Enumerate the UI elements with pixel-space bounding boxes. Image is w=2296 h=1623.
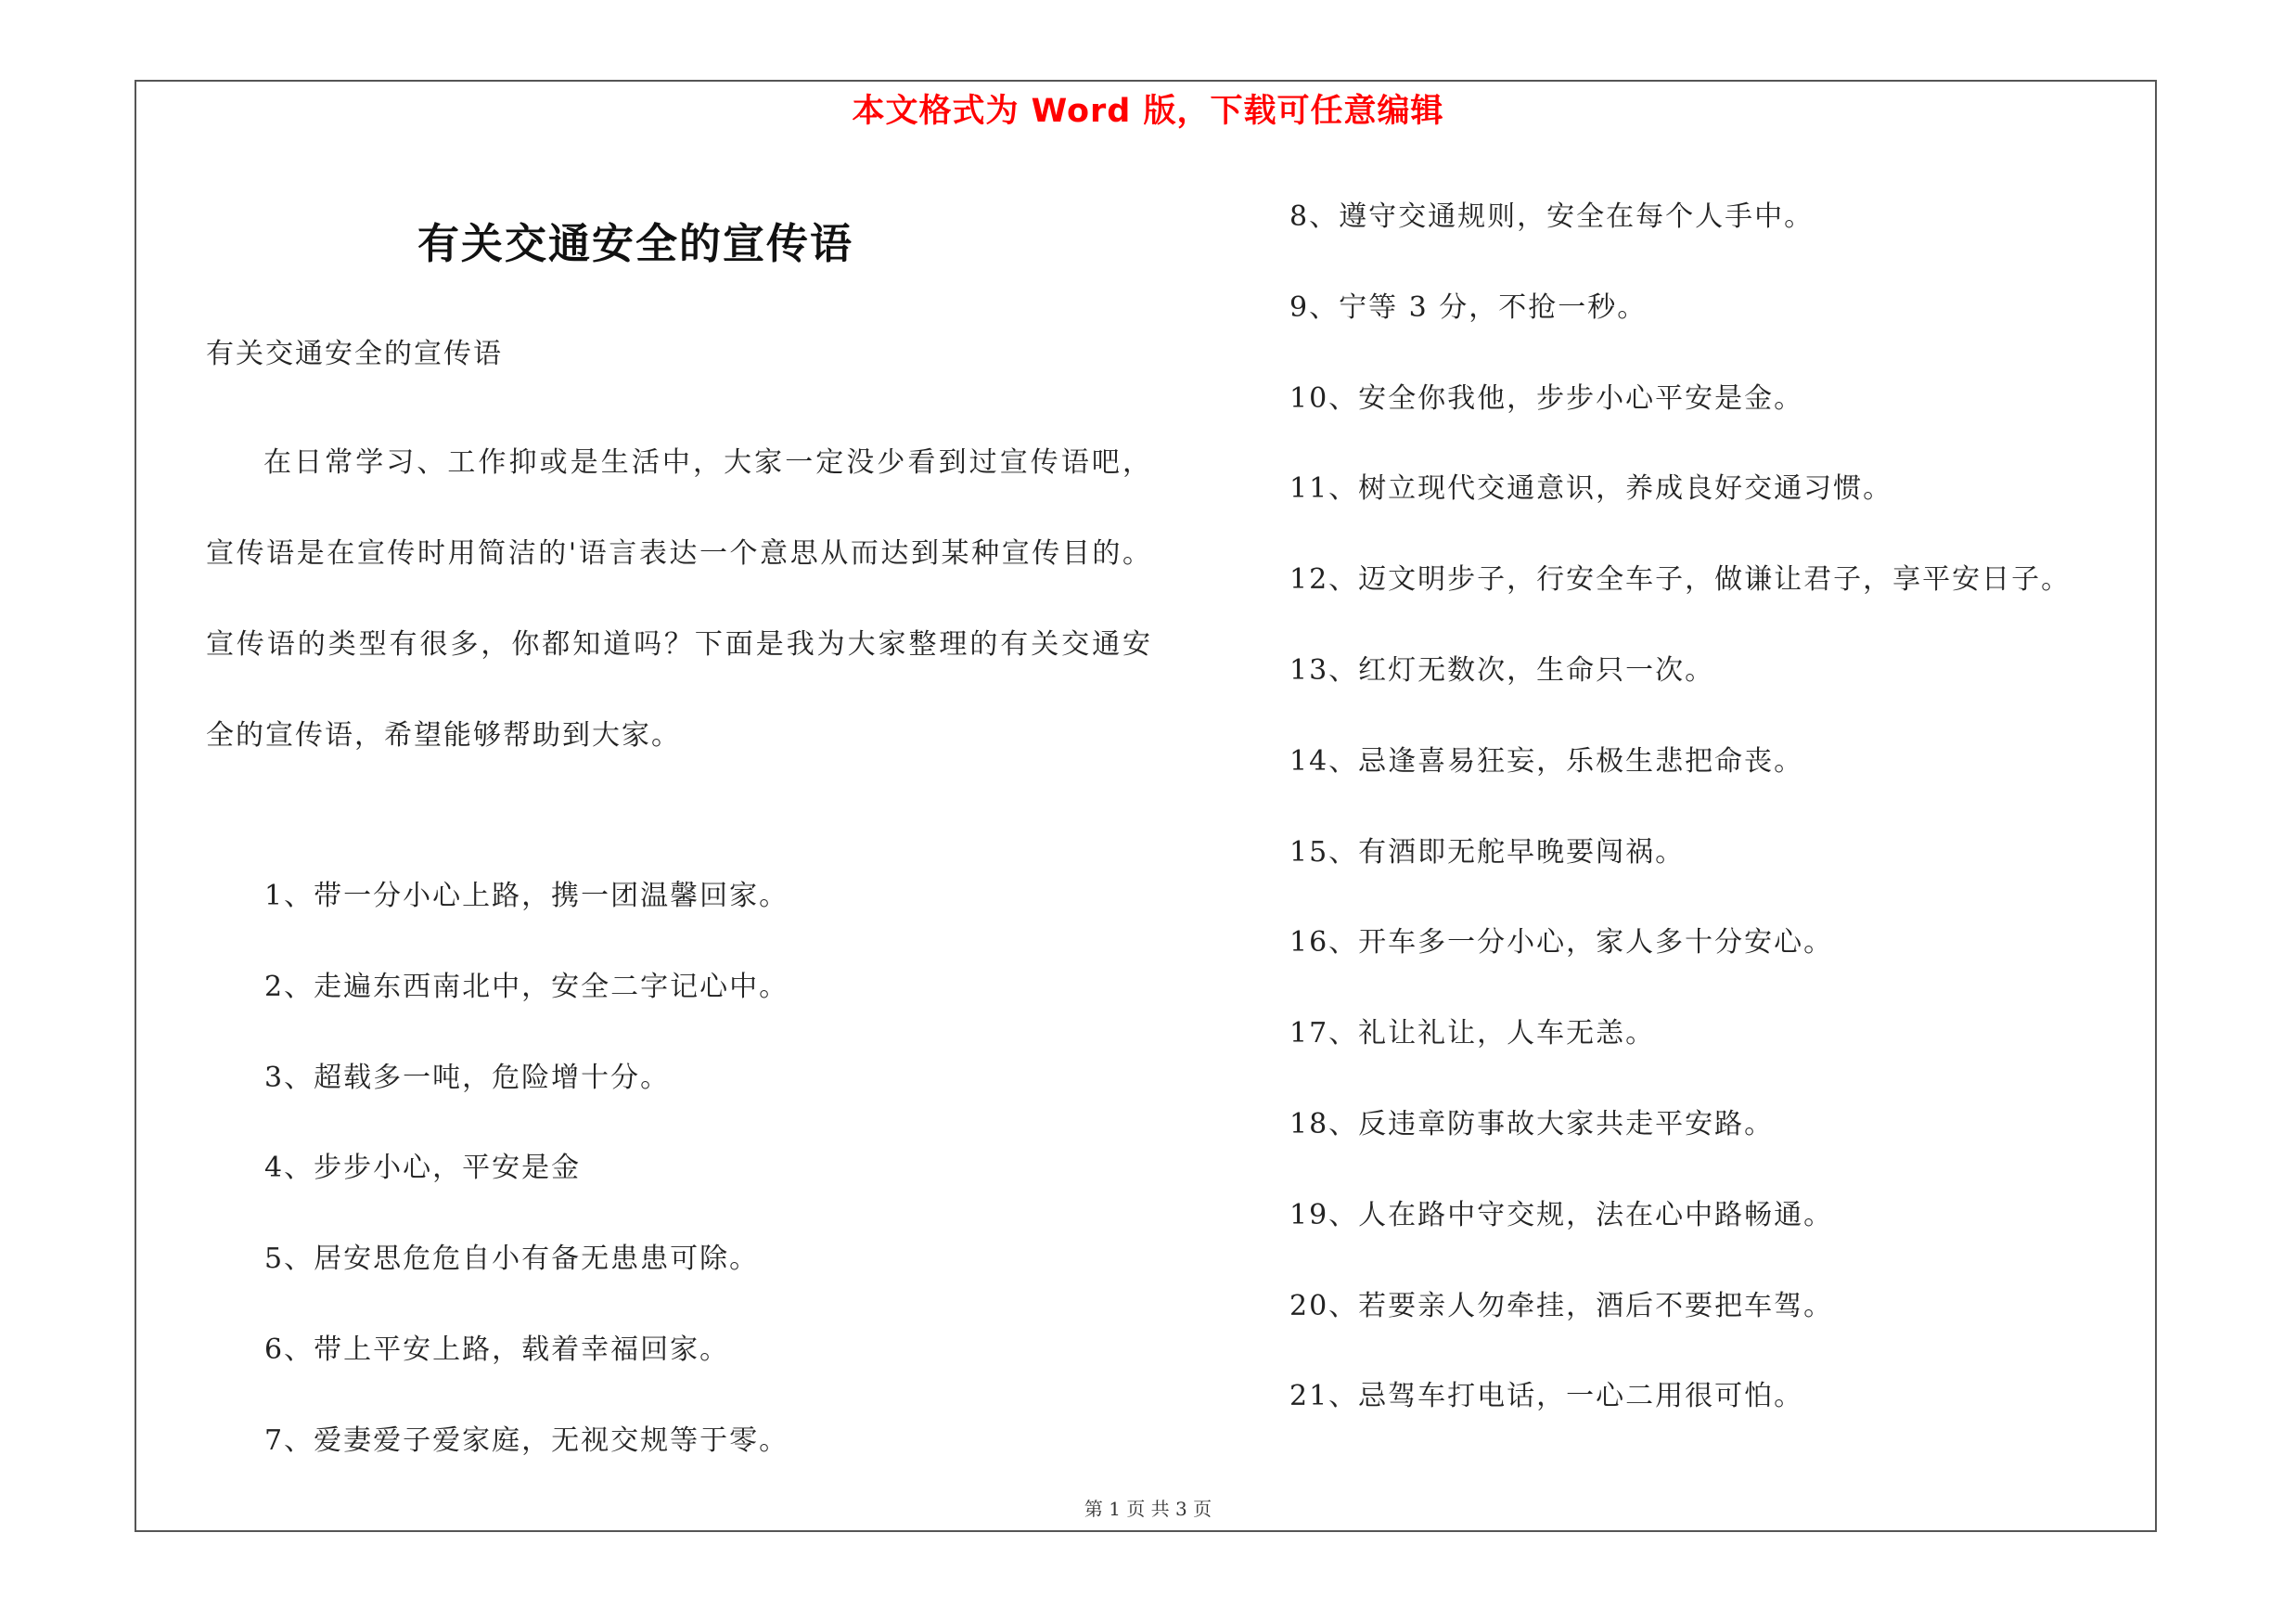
slogan-item: 1、带一分小心上路，携一团温馨回家。: [264, 880, 789, 912]
slogan-item: 17、礼让礼让，人车无恙。: [1289, 1017, 1656, 1050]
slogan-item: 7、爱妻爱子爱家庭，无视交规等于零。: [264, 1424, 789, 1457]
slogan-item: 6、带上平安上路，载着幸福回家。: [264, 1333, 730, 1366]
subtitle: 有关交通安全的宣传语: [206, 338, 503, 370]
slogan-item: 12、迈文明步子，行安全车子，做谦让君子，享平安日子。: [1289, 563, 2072, 596]
slogan-item: 14、忌逢喜易狂妄，乐极生悲把命丧。: [1289, 745, 1804, 778]
slogan-item: 9、宁等 3 分，不抢一秒。: [1289, 291, 1648, 324]
intro-paragraph: 在日常学习、工作抑或是生活中，大家一定没少看到过宣传语吧，宣传语是在宣传时用简洁的'语言表达一个意思从而达到某种宣传目的。宣传语的类型有很多，你都知道吗？下面是我为大家整理的有关交通安全的宣传语，希望能够帮助到大家。: [206, 446, 1152, 752]
slogan-item: 10、安全你我他，步步小心平安是金。: [1289, 382, 1804, 415]
document-title: 有关交通安全的宣传语: [417, 219, 854, 268]
slogan-item: 21、忌驾车打电话，一心二用很可怕。: [1289, 1380, 1804, 1412]
slogan-item: 11、树立现代交通意识，养成良好交通习惯。: [1289, 472, 1893, 505]
slogan-item: 15、有酒即无舵早晚要闯祸。: [1289, 836, 1686, 869]
page-number-footer: 第 1 页 共 3 页: [1084, 1498, 1212, 1520]
slogan-item: 20、若要亲人勿牵挂，酒后不要把车驾。: [1289, 1290, 1834, 1322]
word-format-banner: 本文格式为 Word 版，下载可任意编辑: [852, 93, 1444, 130]
slogan-item: 5、居安思危危自小有备无患患可除。: [264, 1243, 760, 1275]
slogan-item: 2、走遍东西南北中，安全二字记心中。: [264, 971, 789, 1003]
slogan-item: 19、人在路中守交规，法在心中路畅通。: [1289, 1199, 1834, 1231]
slogan-item: 18、反违章防事故大家共走平安路。: [1289, 1108, 1775, 1140]
page-frame: [135, 80, 2157, 1532]
slogan-item: 4、步步小心，平安是金: [264, 1152, 582, 1184]
slogan-item: 16、开车多一分小心，家人多十分安心。: [1289, 926, 1834, 959]
slogan-item: 13、红灯无数次，生命只一次。: [1289, 654, 1715, 687]
slogan-item: 8、遵守交通规则，安全在每个人手中。: [1289, 200, 1815, 233]
slogan-item: 3、超载多一吨，危险增十分。: [264, 1062, 671, 1094]
